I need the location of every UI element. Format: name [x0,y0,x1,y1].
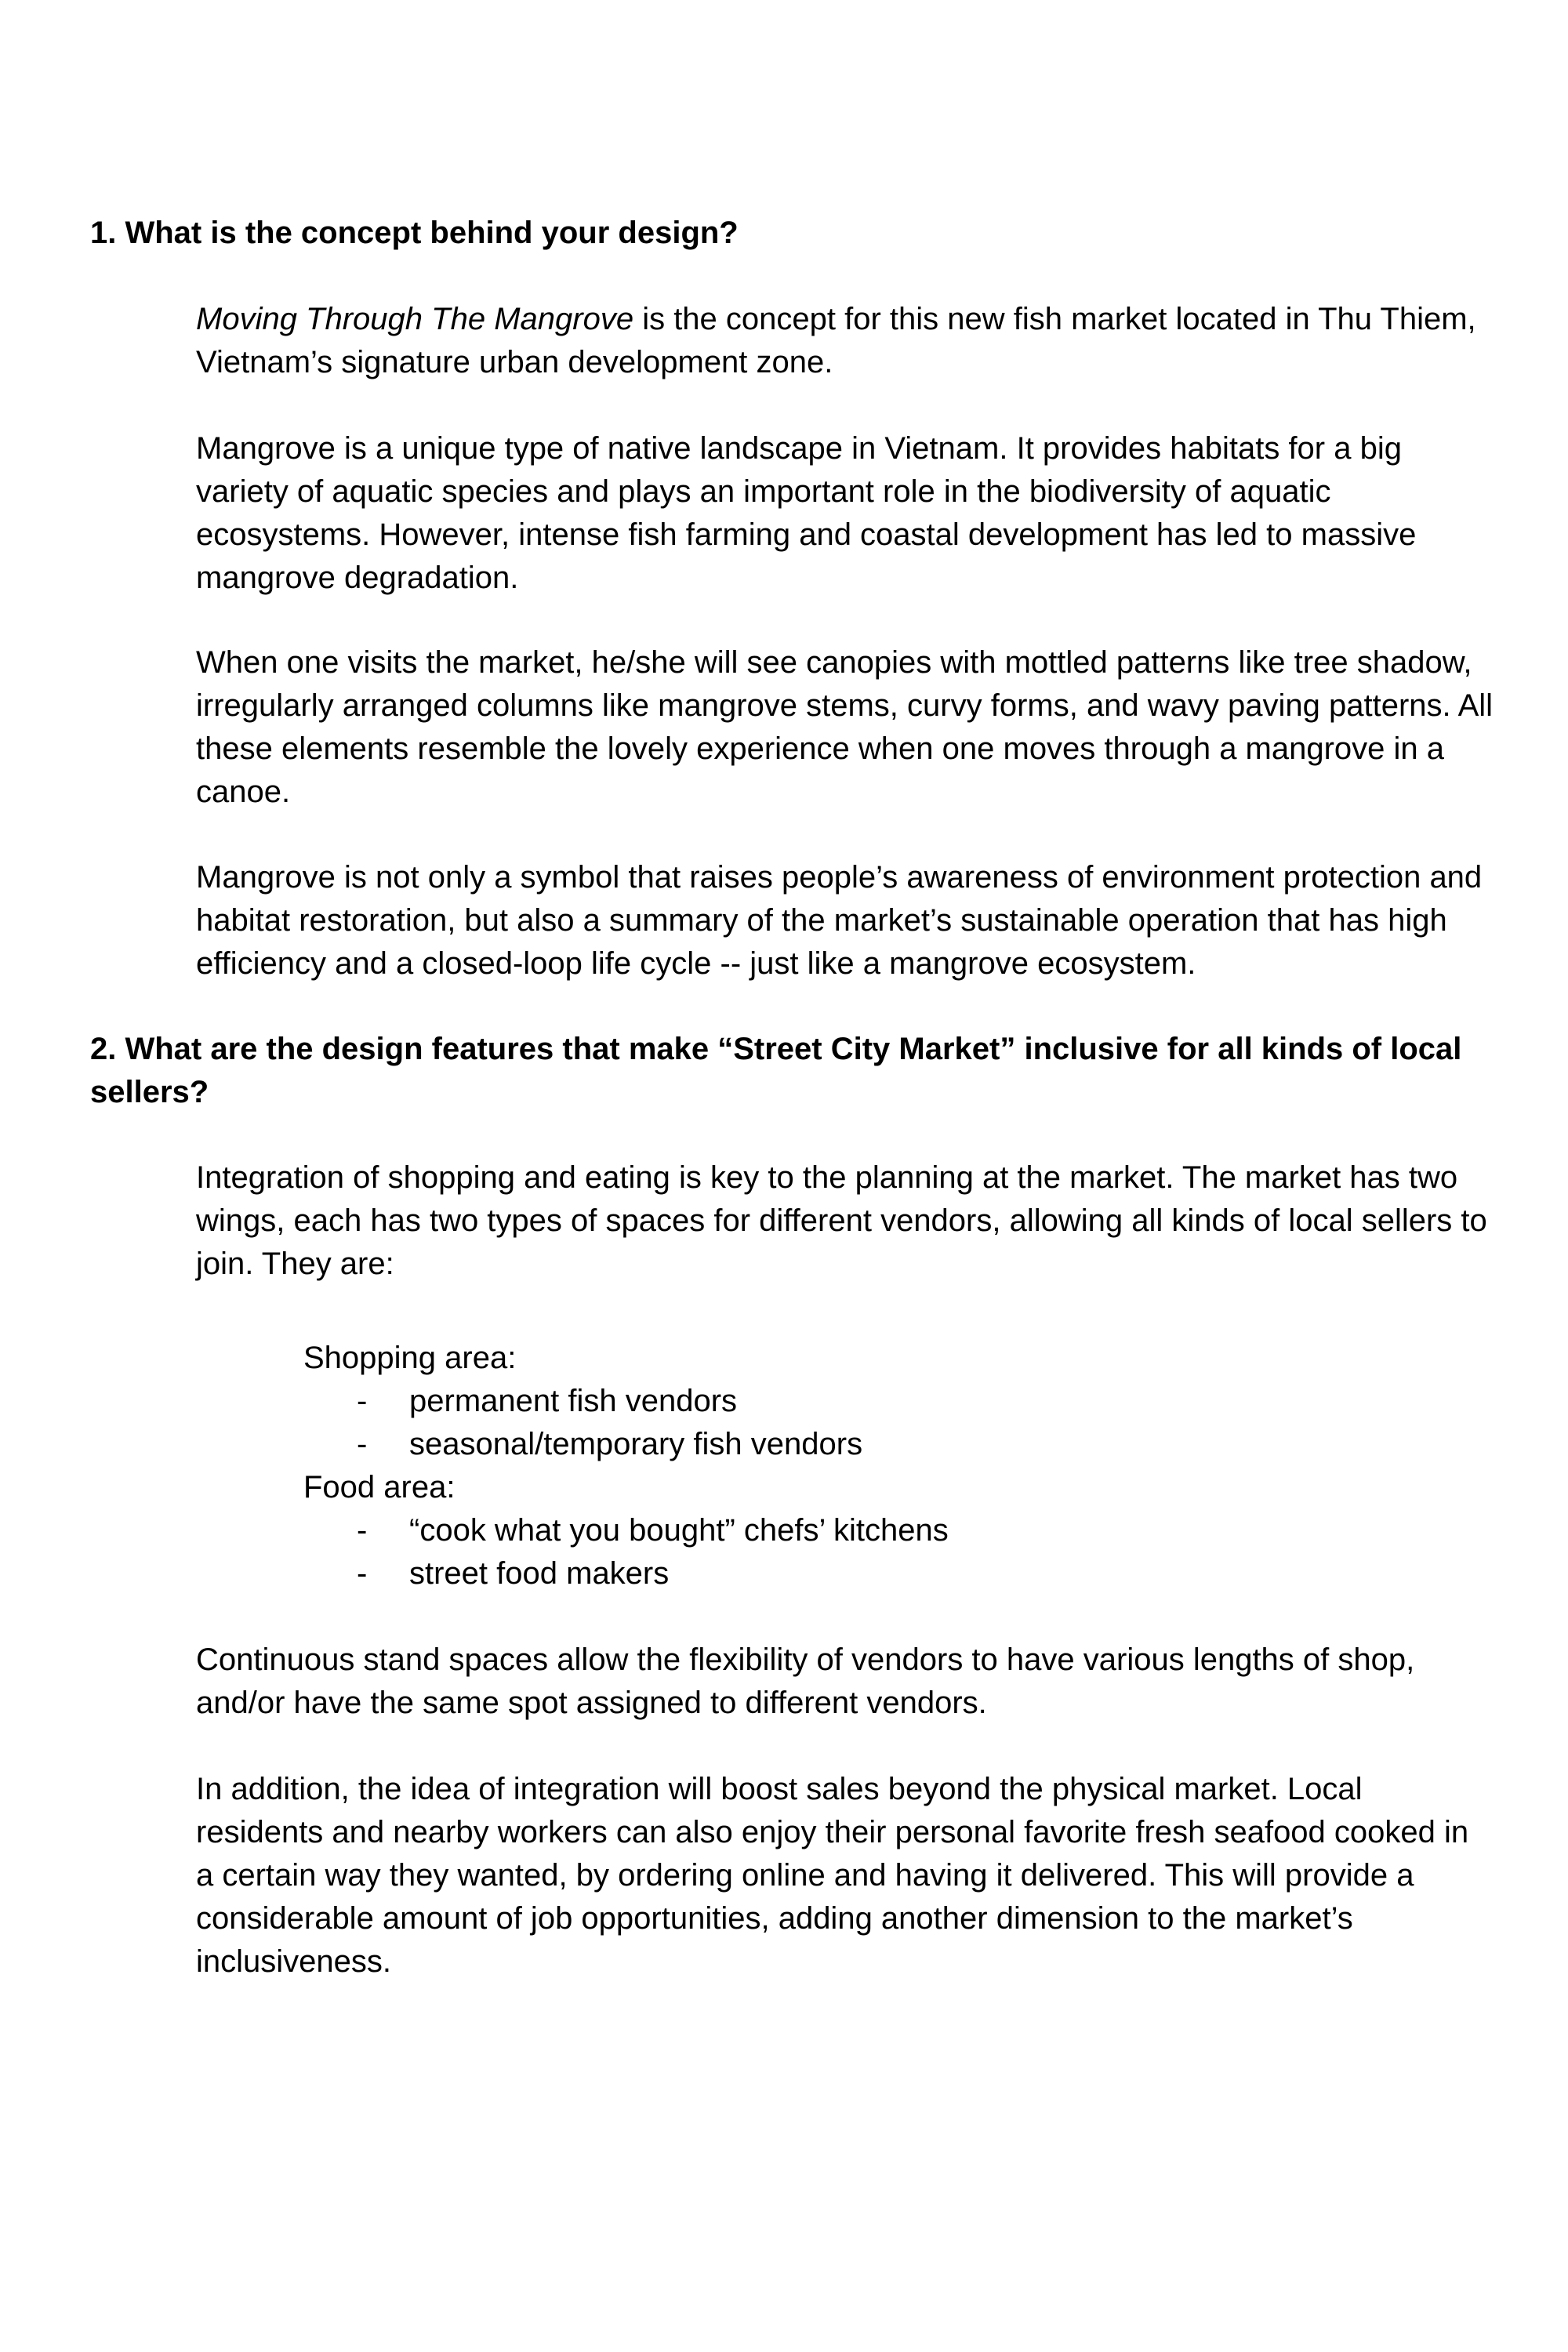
concept-title-italic: Moving Through The Mangrove [196,302,634,336]
list-item-text: permanent fish vendors [409,1384,738,1418]
shopping-area-label: Shopping area: [303,1341,517,1375]
concept-paragraph-1 [196,298,1494,384]
list-item-text: street food makers [409,1556,670,1591]
bullet-dash: - [357,1556,368,1591]
features-paragraph-3: In addition, the idea of integration will boost sales beyond the physical market. Local residents and nearby workers can also enjoy their personal favorite fresh seafood cooked in a certain way they wanted, by ordering online and having it delivered. This will provide a considerable amount of job opportunities, adding another dimension to the market’s inclusiveness. [196,1772,1469,1979]
bullet-dash: - [357,1513,368,1548]
question-1-heading: 1. What is the concept behind your design? [90,216,739,250]
concept-paragraph-1-text: is the concept for this new fish market located in Thu Thiem, Vietnam’s signature urban development zone. [196,302,1476,379]
features-paragraph-1: Integration of shopping and eating is key to the planning at the market. The market has two wings, each has two types of spaces for different vendors, allowing all kinds of local sellers to join. They are: [196,1160,1487,1281]
bullet-dash: - [357,1427,368,1461]
question-2-heading: 2. What are the design features that make “Street City Market” inclusive for all kinds of local sellers? [90,1032,1462,1109]
concept-paragraph-2: Mangrove is a unique type of native landscape in Vietnam. It provides habitats for a big variety of aquatic species and plays an important role in the biodiversity of aquatic ecosystems. However, intense fish farming and coastal development has led to massive mangrove degradation. [196,431,1417,595]
features-paragraph-2: Continuous stand spaces allow the flexibility of vendors to have various lengths of shop, and/or have the same spot assigned to different vendors. [196,1642,1415,1720]
concept-paragraph-4: Mangrove is not only a symbol that raises people’s awareness of environment protection and habitat restoration, but also a summary of the market’s sustainable operation that has high efficiency and a closed-loop life cycle -- just like a mangrove ecosystem. [196,860,1483,981]
bullet-dash: - [357,1384,368,1418]
food-area-label: Food area: [303,1470,456,1504]
concept-paragraph-3: When one visits the market, he/she will see canopies with mottled patterns like tree shadow, irregularly arranged columns like mangrove stems, curvy forms, and wavy paving patterns. All these elements resemble the lovely experience when one moves through a mangrove in a canoe. [196,645,1494,809]
list-item-text: seasonal/temporary fish vendors [409,1427,863,1461]
list-item-text: “cook what you bought” chefs’ kitchens [409,1513,949,1548]
